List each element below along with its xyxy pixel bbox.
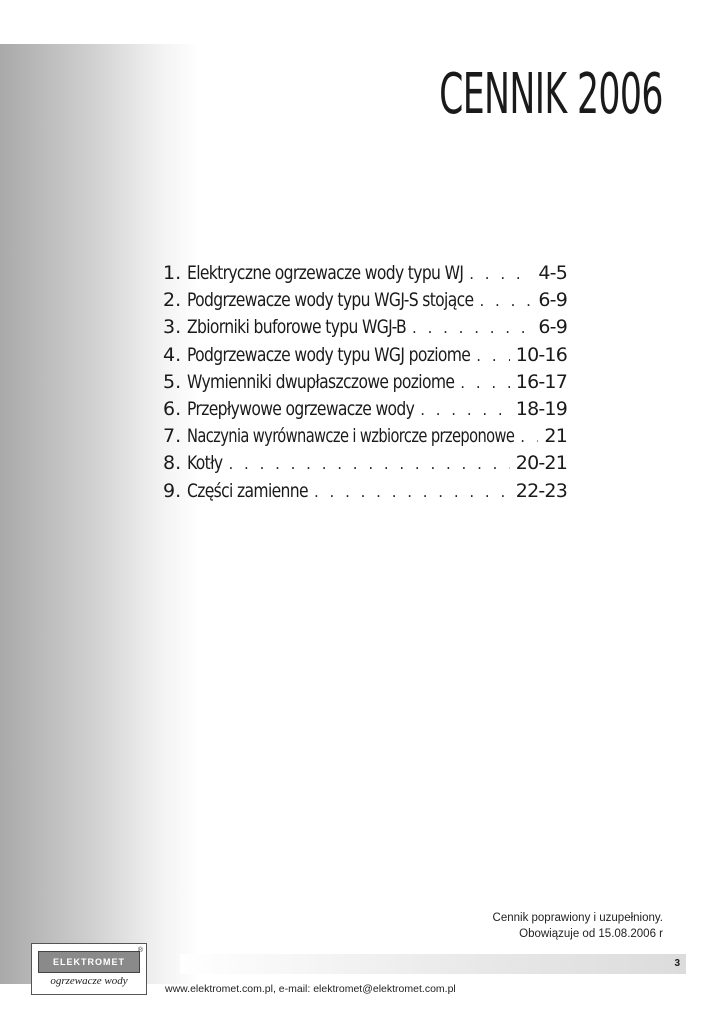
toc-label: Podgrzewacze wody typu WGJ-S stojące	[187, 289, 474, 312]
toc-label: Podgrzewacze wody typu WGJ poziome	[187, 343, 471, 366]
footer-contact: www.elektromet.com.pl, e-mail: elektromet@elektromet.com.pl	[165, 983, 456, 995]
toc-pages: 16-17	[515, 370, 567, 393]
toc-label: Części zamienne	[187, 479, 308, 502]
toc-label: Naczynia wyrównawcze i wzbiorcze przeponowe	[187, 425, 515, 448]
toc-pages: 21	[544, 425, 567, 448]
toc-leader-dots	[480, 292, 533, 310]
toc-item	[163, 262, 567, 289]
toc-item	[163, 289, 567, 316]
table-of-contents	[163, 262, 567, 507]
toc-pages: 10-16	[515, 343, 567, 366]
toc-label: Elektryczne ogrzewacze wody typu WJ	[187, 262, 464, 284]
toc-pages: 6-9	[538, 289, 567, 312]
logo-tagline: ogrzewacze wody	[50, 975, 128, 987]
toc-leader-dots	[412, 319, 532, 337]
toc-number: 8.	[163, 452, 182, 475]
toc-leader-dots	[460, 374, 510, 392]
page-number: 3	[674, 958, 680, 969]
toc-number: 2.	[163, 289, 182, 312]
toc-label: Przepływowe ogrzewacze wody	[187, 397, 415, 420]
side-gradient-band	[0, 44, 200, 984]
toc-leader-dots	[520, 428, 538, 446]
toc-item	[163, 425, 567, 452]
toc-label: Zbiorniki buforowe typu WGJ-B	[187, 316, 407, 339]
toc-item	[163, 344, 567, 371]
note-line-valid-from: Obowiązuje od 15.08.2006 r	[519, 928, 663, 940]
toc-number: 7.	[163, 425, 182, 448]
toc-pages: 6-9	[538, 316, 567, 339]
toc-number: 5.	[163, 370, 182, 393]
toc-leader-dots	[469, 265, 532, 283]
toc-leader-dots	[420, 401, 510, 419]
price-list-note	[493, 910, 663, 942]
elektromet-logo	[31, 943, 147, 995]
registered-mark: ®	[137, 947, 143, 954]
toc-number: 6.	[163, 397, 182, 420]
page-number-strip	[180, 954, 686, 974]
toc-item	[163, 398, 567, 425]
toc-item	[163, 452, 567, 479]
note-line-updated: Cennik poprawiony i uzupełniony.	[492, 912, 663, 924]
toc-pages: 18-19	[515, 397, 567, 420]
toc-leader-dots	[314, 483, 510, 501]
toc-pages: 22-23	[515, 479, 567, 502]
toc-number: 9.	[163, 479, 182, 502]
page-title: CENNIK 2006	[439, 62, 663, 127]
toc-pages: 4-5	[538, 262, 567, 284]
toc-item	[163, 480, 567, 507]
toc-item	[163, 316, 567, 343]
toc-leader-dots	[476, 347, 509, 365]
toc-leader-dots	[229, 455, 510, 473]
toc-number: 3.	[163, 316, 182, 339]
toc-number: 1.	[163, 262, 182, 284]
logo-brand-bar: ELEKTROMET	[38, 951, 140, 973]
toc-label: Kotły	[187, 452, 223, 475]
toc-item	[163, 371, 567, 398]
toc-number: 4.	[163, 343, 182, 366]
toc-label: Wymienniki dwupłaszczowe poziome	[187, 370, 455, 393]
toc-pages: 20-21	[515, 452, 567, 475]
